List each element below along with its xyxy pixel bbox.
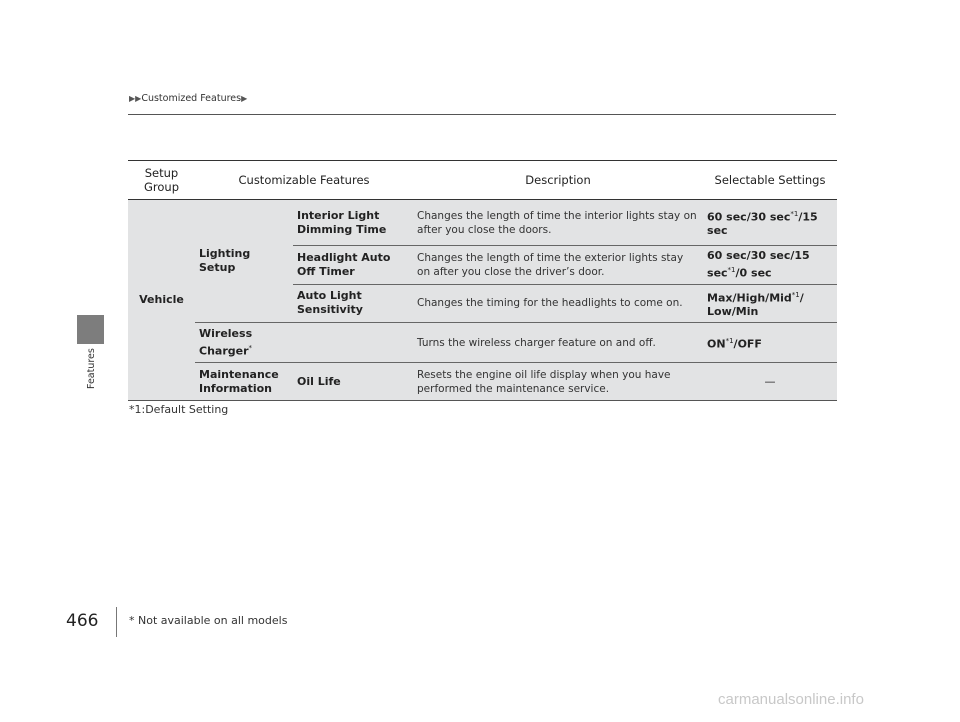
feature-description: Turns the wireless charger feature on and off. [413, 323, 703, 363]
setting-value: /OFF [733, 337, 762, 351]
feature-settings [703, 323, 837, 363]
feature-settings [703, 246, 837, 285]
section-tab-marker [77, 315, 104, 344]
table-header-row [128, 161, 837, 200]
setting-value: 60 sec/30 sec/15 sec [707, 249, 810, 280]
site-watermark: carmanualsonline.info [718, 691, 864, 708]
default-mark: *1 [725, 336, 734, 345]
header-divider [128, 114, 836, 115]
setting-value: / Low/Min [707, 291, 804, 319]
setting-value: Max/High/Mid [707, 291, 792, 305]
feature-settings: — [703, 363, 837, 401]
breadcrumb [129, 93, 247, 104]
header-setup-group: Setup Group [128, 161, 195, 200]
setup-group-vehicle: Vehicle [128, 200, 195, 401]
feature-name: Oil Life [293, 363, 413, 401]
setting-value: /30 sec [746, 210, 791, 224]
feature-name: Headlight Auto Off Timer [293, 246, 413, 285]
availability-footnote: * Not available on all models [129, 614, 288, 627]
default-setting-footnote: *1:Default Setting [129, 403, 229, 416]
page-number: 466 [66, 611, 99, 631]
customized-features-table [128, 160, 837, 401]
feature-description: Changes the timing for the headlights to come on. [413, 284, 703, 323]
setting-value: /0 sec [735, 266, 772, 280]
default-mark: *1 [791, 290, 800, 299]
footer-divider [116, 607, 117, 637]
arrow-icon: ▶ [241, 94, 248, 103]
table-row [128, 323, 837, 363]
feature-description: Resets the engine oil life display when you have performed the maintenance service. [413, 363, 703, 401]
setting-value: ON [707, 337, 726, 351]
availability-mark: * [248, 343, 253, 352]
header-selectable-settings: Selectable Settings [703, 161, 837, 200]
breadcrumb-link[interactable]: Customized Features [141, 93, 242, 104]
feature-settings [703, 200, 837, 246]
table-row [128, 363, 837, 401]
section-label: Features [86, 348, 97, 389]
subgroup-label: Wireless Charger [199, 326, 253, 358]
table-row [128, 200, 837, 246]
feature-name: Auto Light Sensitivity [293, 284, 413, 323]
setting-value: /15 sec [707, 210, 818, 238]
feature-name-empty [293, 323, 413, 363]
feature-description: Changes the length of time the interior lights stay on after you close the doors. [413, 200, 703, 246]
subgroup-lighting-setup: Lighting Setup [195, 200, 293, 323]
subgroup-maintenance-information: Maintenance Information [195, 363, 293, 401]
default-mark: *1 [790, 209, 799, 218]
double-arrow-icon: ▶▶ [129, 94, 142, 103]
default-mark: *1 [727, 266, 736, 274]
header-customizable-features: Customizable Features [195, 161, 413, 200]
setting-value: 60 sec [707, 210, 747, 224]
subgroup-wireless-charger [195, 323, 293, 363]
feature-settings [703, 284, 837, 323]
feature-name: Interior Light Dimming Time [293, 200, 413, 246]
header-description: Description [413, 161, 703, 200]
feature-description: Changes the length of time the exterior lights stay on after you close the driver’s door. [413, 246, 703, 285]
